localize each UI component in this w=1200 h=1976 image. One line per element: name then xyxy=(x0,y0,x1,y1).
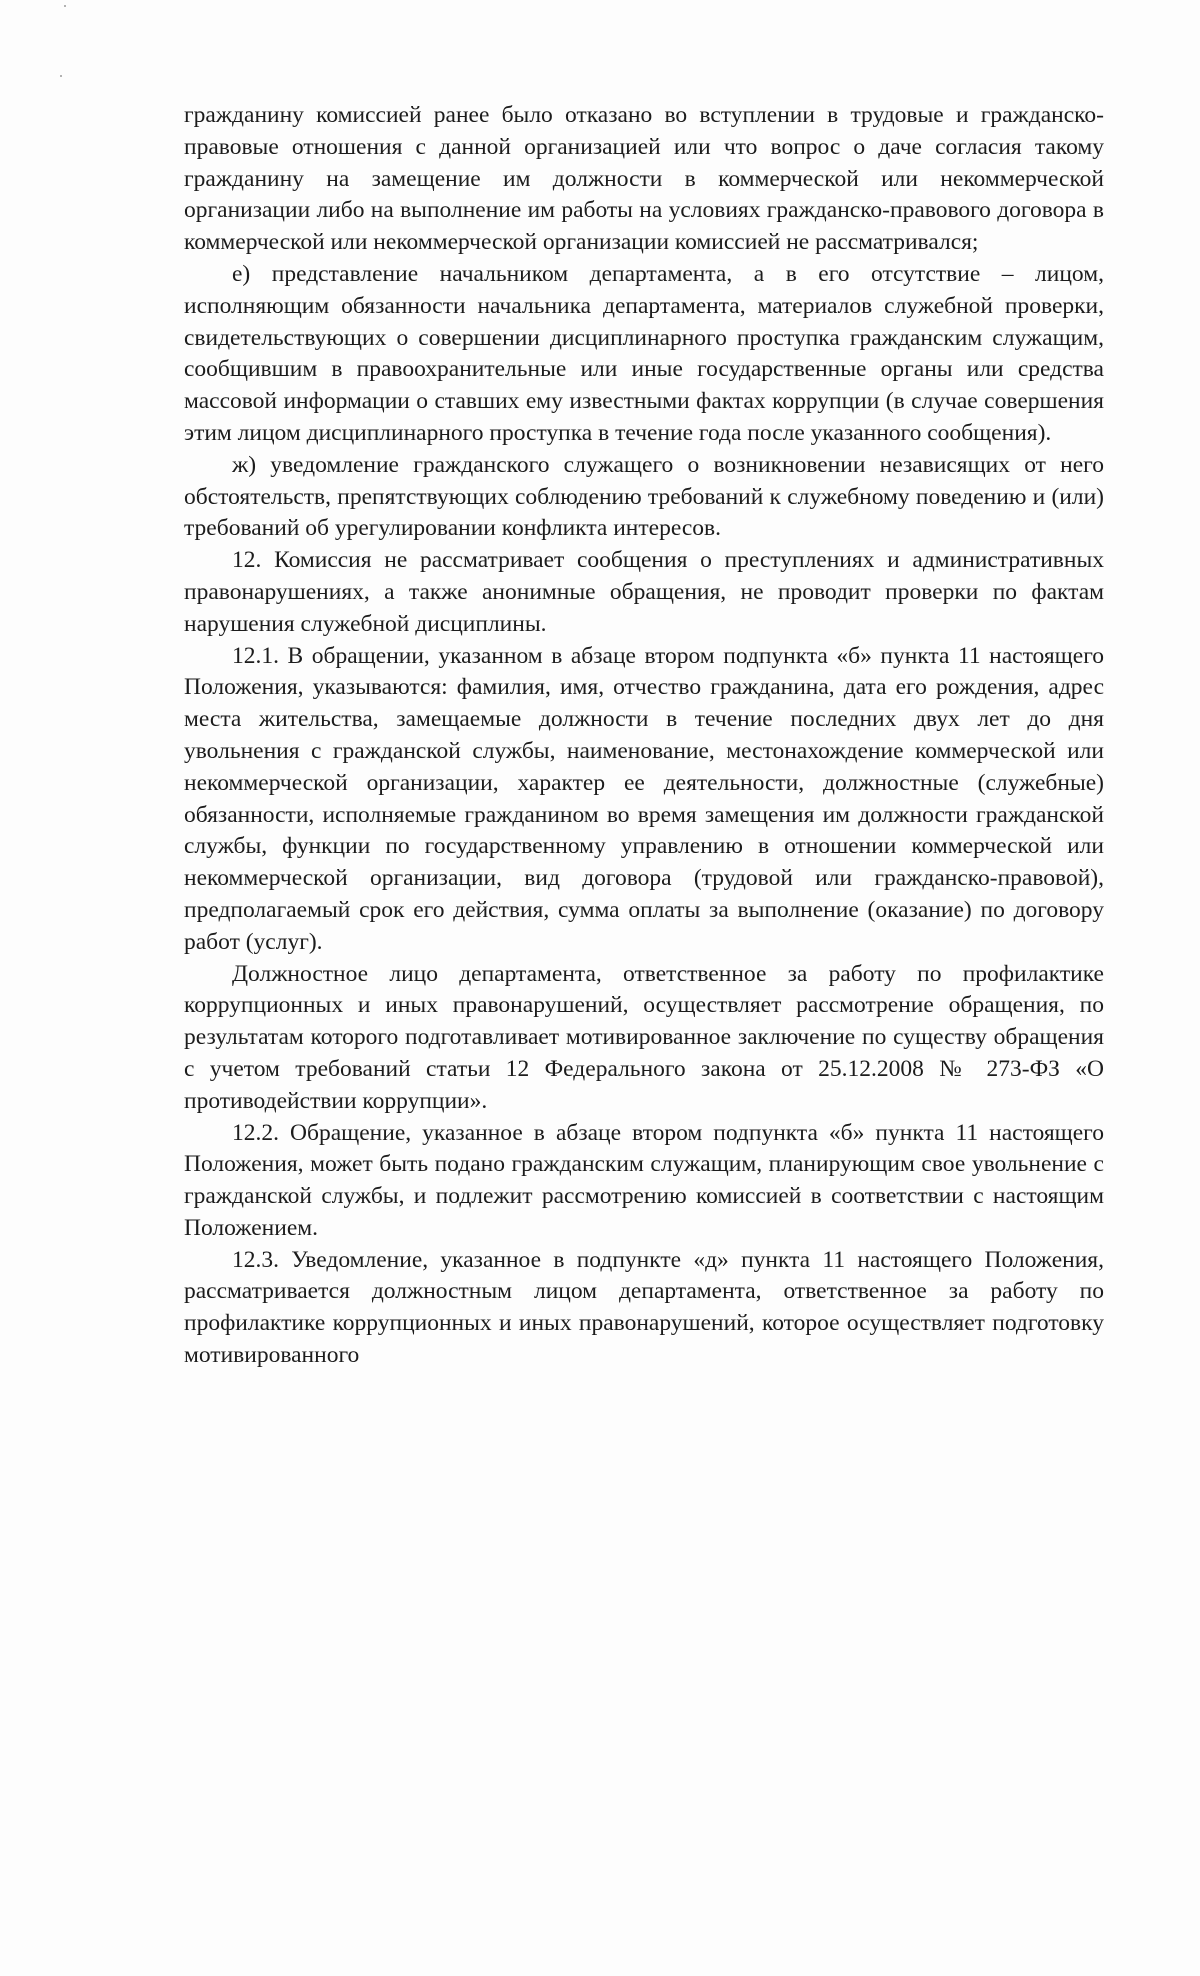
paragraph-clause-12-1-official: Должностное лицо департамента, ответственное за работу по профилактике коррупционных и иных правонарушений, осуществляет рассмотрение обращения, по результатам которого подготавливает мотивированное заключение по существу обращения с учетом требований статьи 12 Федерального закона от 25.12.2008 № 273-ФЗ «О противодействии коррупции». xyxy=(184,960,1104,1114)
paragraph-item-zh: ж) уведомление гражданского служащего о возникновении независящих от него обстоятельств, препятствующих соблюдению требований к служебному поведению и (или) требований об урегулировании конфликта интересов. xyxy=(184,451,1104,542)
paragraph-item-e: е) представление начальником департамента, а в его отсутствие – лицом, исполняющим обязанности начальника департамента, материалов служебной проверки, свидетельствующих о совершении дисциплинарного проступка гражданским служащим, сообщившим в правоохранительные или иные государственные органы или средства массовой информации о ставших ему известными фактах коррупции (в случае совершения этим лицом дисциплинарного проступка в течение года после указанного сообщения). xyxy=(184,260,1104,446)
paragraph-clause-12-1: 12.1. В обращении, указанном в абзаце втором подпункта «б» пункта 11 настоящего Положения, указываются: фамилия, имя, отчество гражданина, дата его рождения, адрес места жительства, замещаемые должности в течение последних двух лет до дня увольнения с гражданской службы, наименование, местонахождение коммерческой или некоммерческой организации, характер ее деятельности, должностные (служебные) обязанности, исполняемые гражданином во время замещения им должности гражданской службы, функции по государственному управлению в отношении коммерческой или некоммерческой организации, вид договора (трудовой или гражданско-правовой), предполагаемый срок его действия, сумма оплаты за выполнение (оказание) по договору работ (услуг). xyxy=(184,642,1104,955)
scan-speck xyxy=(64,5,66,7)
scan-speck xyxy=(60,75,62,77)
paragraph-continuation: гражданину комиссией ранее было отказано во вступлении в трудовые и гражданско-правовые отношения с данной организацией или что вопрос о даче согласия такому гражданину на замещение им должности в коммерческой или некоммерческой организации либо на выполнение им работы на условиях гражданско-правового договора в коммерческой или некоммерческой организации комиссией не рассматривался; xyxy=(184,102,1104,256)
paragraph-clause-12-3: 12.3. Уведомление, указанное в подпункте «д» пункта 11 настоящего Положения, рассматривается должностным лицом департамента, ответственное за работу по профилактике коррупционных и иных правонарушений, которое осуществляет подготовку мотивированного xyxy=(184,1246,1104,1369)
paragraph-clause-12: 12. Комиссия не рассматривает сообщения о преступлениях и административных правонарушениях, а также анонимные обращения, не проводит проверки по фактам нарушения служебной дисциплины. xyxy=(184,547,1104,637)
paragraph-clause-12-2: 12.2. Обращение, указанное в абзаце втором подпункта «б» пункта 11 настоящего Положения, может быть подано гражданским служащим, планирующим свое увольнение с гражданской службы, и подлежит рассмотрению комиссией в соответствии с настоящим Положением. xyxy=(184,1119,1104,1241)
document-body xyxy=(184,100,1104,1372)
